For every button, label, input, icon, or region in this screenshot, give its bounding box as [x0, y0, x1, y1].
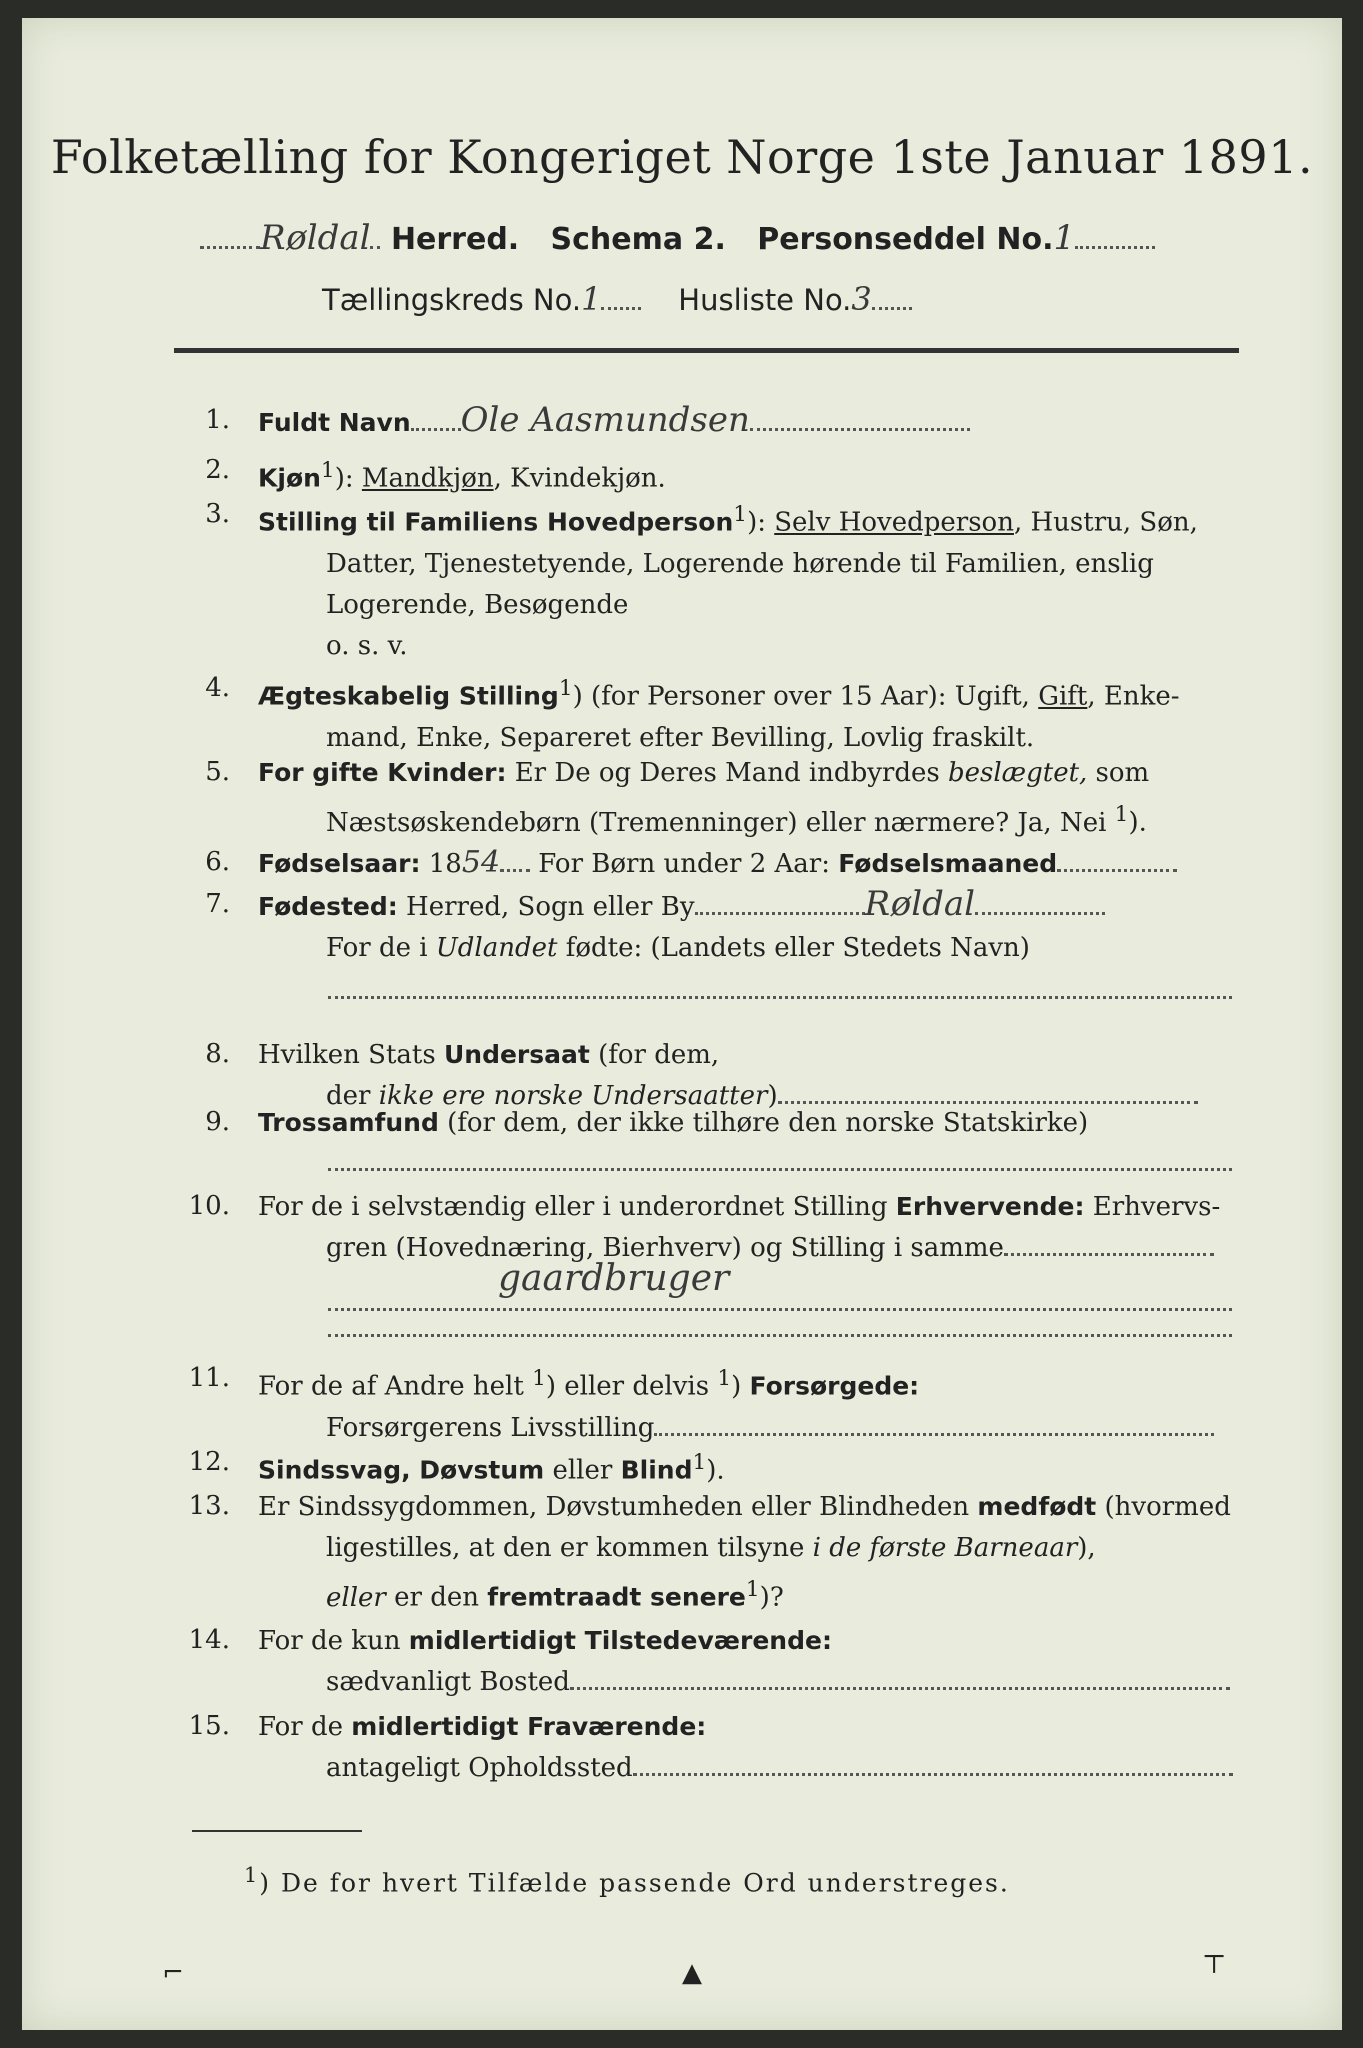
footnote-ref: 1: [1114, 802, 1129, 827]
form-title: Folketælling for Kongeriget Norge 1ste Januar 1891.: [50, 130, 1314, 184]
center-mark-icon: ▲: [682, 1958, 702, 1988]
birthplace-label: Fødested:: [258, 892, 398, 921]
birth-year-value: 54: [461, 845, 501, 880]
schema-label: Schema 2.: [550, 222, 726, 257]
text: eller: [326, 1582, 386, 1613]
occupation-label: Erhvervende:: [895, 1192, 1085, 1221]
question-3: [170, 494, 1252, 664]
footnote: [244, 1863, 1010, 1897]
question-number: 7.: [205, 889, 230, 919]
married-women-label: For gifte Kvinder:: [258, 758, 507, 787]
text: mand, Enke, Separeret efter Bevilling, Lovlig fraskilt.: [326, 722, 1035, 753]
kreds-label: Tællingskreds No.: [322, 283, 582, 317]
text: ): [767, 1081, 778, 1111]
text: 18: [420, 849, 462, 879]
text: o. s. v.: [326, 630, 408, 661]
religion-label: Trossamfund: [258, 1108, 439, 1137]
text: , Enke-: [1087, 681, 1180, 712]
full-name-label: Fuldt Navn: [258, 408, 411, 437]
footnote-text: ) De for hvert Tilfælde passende Ord understreges.: [259, 1868, 1010, 1898]
text: som: [1087, 758, 1150, 788]
temporary-present-label: midlertidigt Tilstedeværende:: [408, 1626, 832, 1655]
blank-fill-line: [328, 1168, 1232, 1171]
text: i de første Barneaar: [812, 1533, 1078, 1563]
text: Udlandet: [435, 933, 558, 963]
text: , Hustru, Søn,: [1013, 507, 1198, 538]
text: ).: [706, 1455, 725, 1486]
occupation-value: gaardbruger: [498, 1258, 730, 1299]
header-divider: [174, 348, 1239, 353]
footnote-ref: 1: [733, 502, 748, 527]
family-position-selected: Selv Hovedperson: [774, 507, 1014, 538]
text: fødte: (Landets eller Stedets Navn): [557, 933, 1030, 963]
text: (for dem, der ikke tilhøre den norske Statskirke): [438, 1108, 1089, 1138]
question-number: 10.: [188, 1191, 230, 1221]
congenital-label: medfødt: [977, 1492, 1097, 1521]
footnote-ref: 1: [692, 1450, 707, 1475]
question-number: 1.: [205, 405, 230, 435]
text: er den: [385, 1582, 488, 1613]
text: Logerende, Besøgende: [326, 589, 629, 620]
marital-status-selected: Gift: [1038, 681, 1088, 712]
question-number: 15.: [188, 1711, 230, 1741]
question-number: 2.: [205, 455, 230, 485]
text: For de af Andre helt: [258, 1371, 533, 1402]
census-form: [22, 18, 1342, 2030]
text: (for dem,: [589, 1040, 720, 1070]
personseddel-label: Personseddel No.: [757, 222, 1054, 257]
text: ),: [1077, 1533, 1096, 1563]
text: For de: [258, 1712, 352, 1742]
corner-mark-right-icon: ⊤: [1202, 1950, 1227, 1980]
text: ) (for Personer over 15 Aar): Ugift,: [572, 681, 1039, 712]
occupation-fill-line: [328, 1258, 1232, 1311]
text: )?: [759, 1582, 784, 1613]
personseddel-value: 1: [1053, 218, 1076, 258]
full-name-value: Ole Aasmundsen: [460, 400, 750, 440]
blank-fill-line: [328, 996, 1232, 999]
question-13: [170, 1486, 1252, 1616]
text: ikke ere norske Undersaatter: [378, 1081, 768, 1111]
question-number: 6.: [205, 847, 230, 877]
corner-mark-left-icon: ⌐: [162, 1958, 184, 1988]
footnote-divider: [192, 1830, 362, 1832]
question-number: 14.: [188, 1625, 230, 1655]
question-number: 11.: [188, 1363, 230, 1393]
question-number: 12.: [188, 1447, 230, 1477]
text: For de i: [326, 933, 436, 963]
text: ):: [747, 507, 775, 538]
citizenship-label: Undersaat: [443, 1040, 590, 1069]
text: gren (Hovednæring, Bierhverv) og Stilling i samme: [326, 1233, 1004, 1263]
birth-month-label: Fødselsmaaned: [838, 849, 1058, 878]
herred-label: Herred.: [390, 222, 520, 257]
text: Hvilken Stats: [258, 1040, 444, 1070]
footnote-ref: 1: [745, 1577, 760, 1602]
dependent-label: Forsørgede:: [749, 1371, 920, 1401]
text: , Kvindekjøn.: [493, 463, 666, 494]
text: Herred, Sogn eller By: [397, 892, 695, 922]
text: ).: [1128, 807, 1147, 838]
text: ): [731, 1371, 750, 1402]
text: eller: [544, 1455, 621, 1486]
family-position-label: Stilling til Familiens Hovedperson: [258, 507, 734, 537]
question-number: 8.: [205, 1039, 230, 1069]
header-line-kreds: [322, 280, 1122, 324]
text: Erhvervs-: [1084, 1192, 1221, 1222]
text: (hvormed: [1096, 1492, 1231, 1522]
text: For Børn under 2 Aar:: [530, 849, 839, 879]
text: beslægtet,: [947, 758, 1088, 788]
text: ligestilles, at den er kommen tilsyne: [326, 1533, 813, 1563]
text: antageligt Opholdssted: [326, 1753, 633, 1783]
text: ) eller delvis: [545, 1371, 718, 1402]
footnote-ref: 1: [244, 1863, 260, 1887]
footnote-ref: 1: [532, 1366, 546, 1391]
question-number: 13.: [188, 1491, 230, 1521]
husliste-value: 3: [851, 280, 872, 318]
question-number: 3.: [205, 499, 230, 529]
footnote-ref: 1: [717, 1366, 732, 1391]
blank-fill-line: [328, 1334, 1232, 1337]
text: Er De og Deres Mand indbyrdes: [506, 758, 948, 788]
blind-label: Blind: [620, 1455, 693, 1485]
temporary-absent-label: midlertidigt Fraværende:: [351, 1712, 707, 1741]
footnote-ref: 1: [558, 676, 573, 701]
husliste-label: Husliste No.: [678, 283, 852, 317]
footnote-ref: 1: [320, 458, 335, 483]
question-number: 5.: [205, 757, 230, 787]
question-number: 9.: [205, 1107, 230, 1137]
marital-status-label: Ægteskabelig Stilling: [258, 681, 559, 711]
birthplace-value: Røldal: [864, 884, 976, 924]
text: Er Sindssygdommen, Døvstumheden eller Blindheden: [258, 1492, 978, 1522]
text: der: [326, 1081, 379, 1111]
question-number: 4.: [205, 673, 230, 703]
question-1: [170, 400, 1252, 445]
header-line-herred: [200, 218, 1245, 268]
text: Næstsøskendebørn (Tremenninger) eller nærmere? Ja, Nei: [326, 807, 1115, 838]
text: For de i selvstændig eller i underordnet Stilling: [258, 1192, 896, 1222]
later-onset-label: fremtraadt senere: [487, 1582, 746, 1612]
text: For de kun: [258, 1626, 409, 1656]
text: sædvanligt Bosted: [326, 1667, 570, 1697]
text: Datter, Tjenestetyende, Logerende hørende til Familien, enslig: [326, 548, 1154, 579]
gender-selected: Mandkjøn: [361, 463, 494, 494]
kreds-value: 1: [581, 280, 602, 318]
text: ):: [334, 463, 362, 494]
disability-label: Sindssvag, Døvstum: [258, 1455, 545, 1485]
gender-label: Kjøn: [258, 463, 321, 493]
herred-value: Røldal: [260, 218, 371, 258]
text: Forsørgerens Livsstilling: [326, 1412, 655, 1443]
birth-year-label: Fødselsaar:: [258, 849, 421, 878]
